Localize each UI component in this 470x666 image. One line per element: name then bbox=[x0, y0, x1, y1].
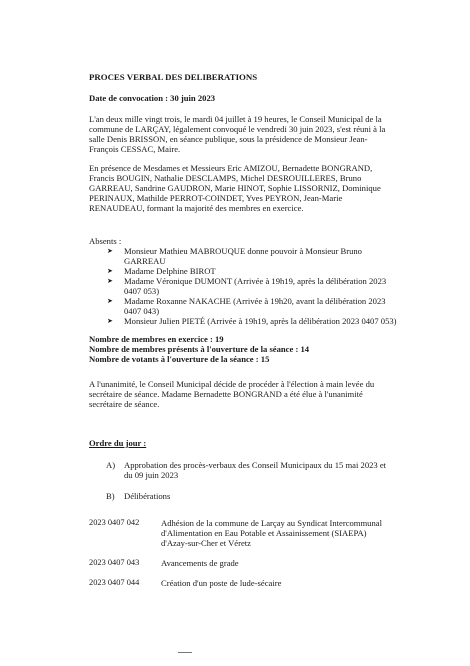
deliberation-line: Avancements de grade bbox=[161, 558, 239, 568]
secretary-line: secrétaire de séance. Madame Bernadette BONGRAND a été élue à l'unanimité bbox=[89, 389, 363, 399]
absent-item-line: 0407 043) bbox=[124, 306, 160, 316]
deliberation-code: 2023 0407 043 bbox=[89, 558, 140, 567]
agenda-marker: B) bbox=[106, 491, 115, 501]
deliberation-line: d'Alimentation en Eau Potable et Assainissement (SIAEPA) bbox=[161, 528, 367, 538]
agenda-item-line: du 09 juin 2023 bbox=[124, 470, 179, 480]
footer-divider bbox=[178, 652, 192, 653]
agenda-heading: Ordre du jour : bbox=[89, 438, 147, 448]
absent-item-line: GARREAU bbox=[124, 256, 166, 266]
absents-heading: Absents : bbox=[89, 236, 122, 246]
arrow-bullet-icon: ➤ bbox=[107, 247, 113, 255]
absent-item-line: 0407 053) bbox=[124, 286, 160, 296]
present-line: Francis BOUGIN, Nathalie DESCLAMPS, Michel DESROUILLERES, Bruno bbox=[89, 173, 362, 183]
absent-item-line: Madame Delphine BIROT bbox=[124, 266, 216, 276]
intro-line: salle Denis BRISSON, en séance publique, sous la présidence de Monsieur Jean- bbox=[89, 134, 368, 144]
absent-item-line: Monsieur Mathieu MABROUQUE donne pouvoir à Monsieur Bruno bbox=[124, 246, 362, 256]
intro-line: L'an deux mille vingt trois, le mardi 04 juillet à 19 heures, le Conseil Municipal de la bbox=[89, 114, 382, 124]
present-line: En présence de Mesdames et Messieurs Eric AMIZOU, Bernadette BONGRAND, bbox=[89, 163, 373, 173]
arrow-bullet-icon: ➤ bbox=[107, 317, 113, 325]
agenda-item-line: Approbation des procès-verbaux des Conseil Municipaux du 15 mai 2023 et bbox=[124, 460, 387, 470]
deliberation-line: Adhésion de la commune de Larçay au Syndicat Intercommunal bbox=[161, 518, 382, 528]
document-title: PROCES VERBAL DES DELIBERATIONS bbox=[89, 72, 258, 82]
absent-item-line: Madame Véronique DUMONT (Arrivée à 19h19, après la délibération 2023 bbox=[124, 276, 387, 286]
agenda-marker: A) bbox=[106, 460, 116, 470]
count-line: Nombre de votants à l'ouverture de la séance : 15 bbox=[89, 354, 270, 364]
arrow-bullet-icon: ➤ bbox=[107, 267, 113, 275]
intro-line: commune de LARÇAY, légalement convoqué le vendredi 30 juin 2023, s'est réuni à la bbox=[89, 124, 386, 134]
deliberation-code: 2023 0407 042 bbox=[89, 518, 140, 527]
absent-item-line: Monsieur Julien PIETÉ (Arrivée à 19h19, après la délibération 2023 0407 053) bbox=[124, 316, 397, 326]
convocation-date: Date de convocation : 30 juin 2023 bbox=[89, 93, 216, 103]
present-line: PERINAUX, Mathilde PERROT-COINDET, Yves PEYRON, Jean-Marie bbox=[89, 193, 343, 203]
secretary-line: A l'unanimité, le Conseil Municipal décide de procéder à l'élection à main levée du bbox=[89, 379, 375, 389]
count-line: Nombre de membres en exercice : 19 bbox=[89, 334, 224, 344]
deliberation-code: 2023 0407 044 bbox=[89, 578, 140, 587]
intro-line: François CESSAC, Maire. bbox=[89, 144, 181, 154]
deliberation-line: d'Azay-sur-Cher et Véretz bbox=[161, 538, 251, 548]
count-line: Nombre de membres présents à l'ouverture de la séance : 14 bbox=[89, 344, 310, 354]
arrow-bullet-icon: ➤ bbox=[107, 297, 113, 305]
agenda-item-label: Délibérations bbox=[124, 491, 171, 501]
arrow-bullet-icon: ➤ bbox=[107, 277, 113, 285]
deliberation-line: Création d'un poste de lude-sécaire bbox=[161, 578, 282, 588]
present-line: RENAUDEAU, formant la majorité des membres en exercice. bbox=[89, 203, 304, 213]
present-line: GARREAU, Sandrine GAUDRON, Marie HINOT, Sophie LISSORNIZ, Dominique bbox=[89, 183, 381, 193]
absent-item-line: Madame Roxanne NAKACHE (Arrivée à 19h20, avant la délibération 2023 bbox=[124, 296, 386, 306]
secretary-line: secrétaire de séance. bbox=[89, 399, 160, 409]
